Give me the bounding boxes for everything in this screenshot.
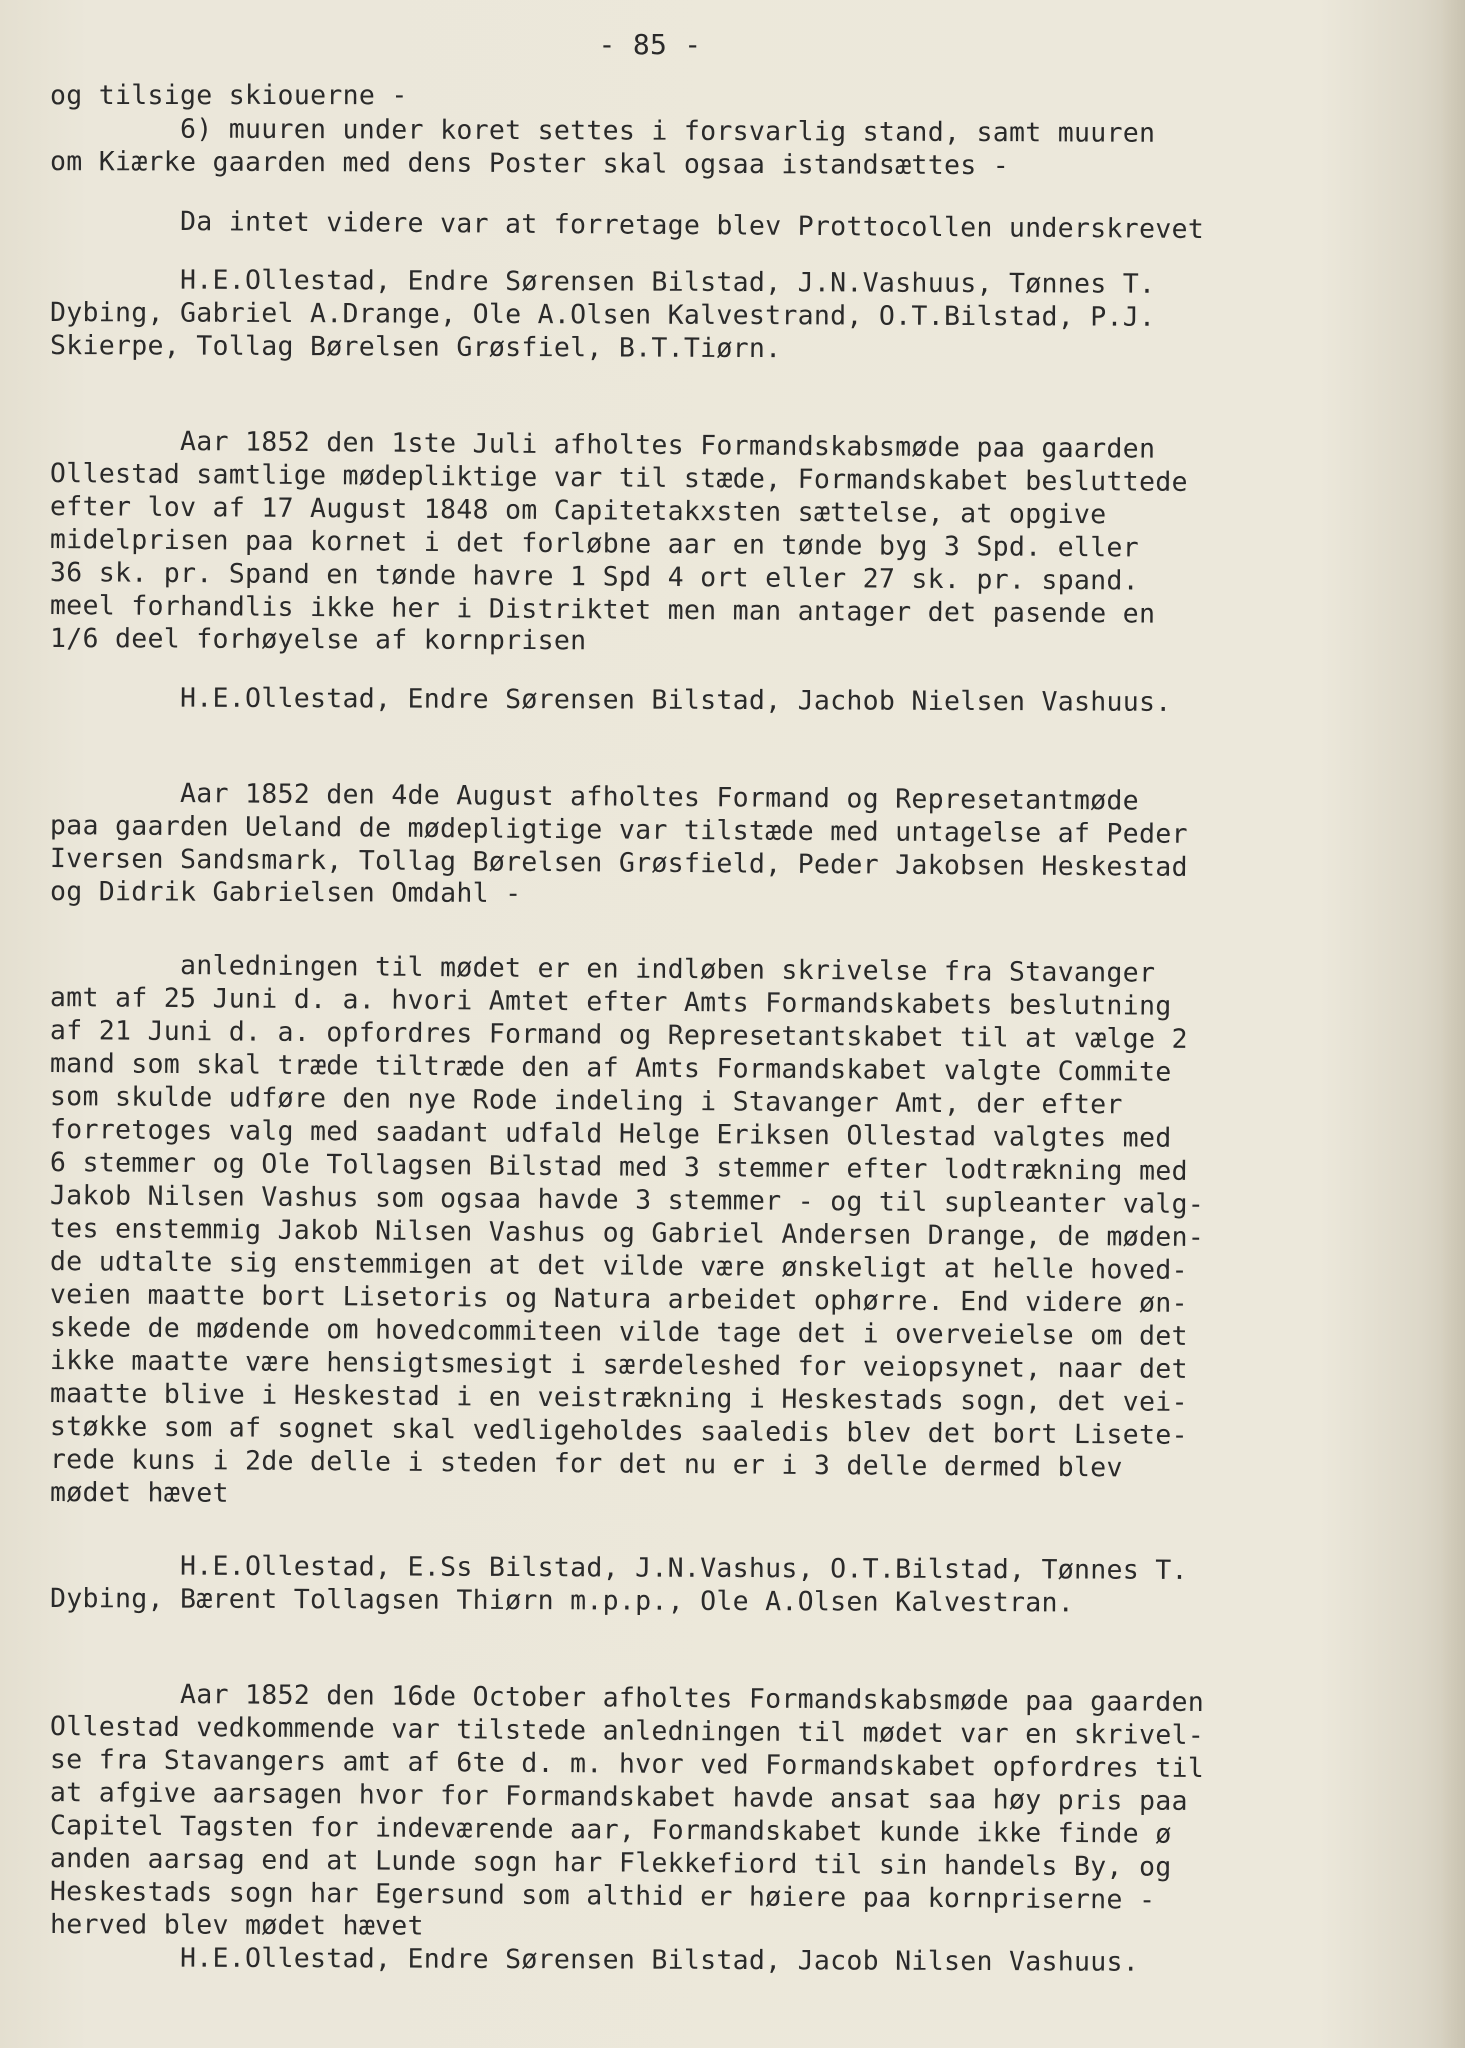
text-line: amt af 25 Juni d. a. hvori Amtet efter Amts Formandskabets beslutning xyxy=(49,982,1172,1022)
signature-block-3 xyxy=(49,1549,1430,1619)
signature-block-2 xyxy=(49,681,1430,718)
text-line: de udtalte sig enstemmigen at det vilde være ønskeligt at helle hoved- xyxy=(49,1246,1188,1286)
text-line: Skierpe, Tollag Børelsen Grøsfiel, B.T.Tiørn. xyxy=(49,330,782,365)
text-line: og tilsige skiouerne - xyxy=(50,80,408,111)
text-line: at afgive aarsagen hvor for Formandskabet havde ansat saa høy pris paa xyxy=(49,1777,1188,1817)
text-line: efter lov af 17 August 1848 om Capitetakxsten sættelse, at opgive xyxy=(49,491,1107,531)
text-line: midelprisen paa kornet i det forløbne aar en tønde byg 3 Spd. eller xyxy=(49,524,1140,564)
text-line: anledningen til mødet er en indløben skrivelse fra Stavanger xyxy=(49,949,1156,989)
text-line: veien maatte bort Lisetoris og Natura arbeidet ophørre. End videre øn- xyxy=(49,1279,1188,1319)
page-number: - 85 - xyxy=(598,28,702,61)
text-line: 36 sk. pr. Spand en tønde havre 1 Spd 4 ort eller 27 sk. pr. spand. xyxy=(49,557,1140,597)
text-line: H.E.Ollestad, Endre Sørensen Bilstad, Jacob Nilsen Vashuus. xyxy=(49,1942,1140,1978)
paragraph-closing-protocol xyxy=(49,204,1430,246)
page-edge xyxy=(1443,0,1465,2048)
text-line: om Kiærke gaarden med dens Poster skal ogsaa istandsættes - xyxy=(49,146,1010,182)
text-line: 1/6 deel forhøyelse af kornprisen xyxy=(49,623,587,657)
paragraph-church-wall xyxy=(49,79,1430,182)
text-line: 6) muuren under koret settes i forsvarlig stand, samt muuren xyxy=(49,113,1156,149)
text-line: herved blev mødet hævet xyxy=(49,1909,424,1942)
text-line: Ollestad samtlige mødepliktige var til stæde, Formandskabet besluttede xyxy=(49,458,1188,498)
text-line: meel forhandlis ikke her i Distriktet men man antager det pasende en xyxy=(49,590,1156,630)
text-line: Heskestads sogn har Egersund som althid er høiere paa kornpriserne - xyxy=(49,1876,1156,1916)
paragraph-rode-division xyxy=(50,948,1430,1509)
text-line: H.E.Ollestad, E.Ss Bilstad, J.N.Vashus, O.T.Bilstad, Tønnes T. xyxy=(49,1550,1188,1586)
text-line: anden aarsag end at Lunde sogn har Flekkefiord til sin handels By, og xyxy=(49,1843,1172,1883)
text-line: tes enstemmig Jakob Nilsen Vashus og Gabriel Andersen Drange, de møden- xyxy=(49,1213,1205,1254)
typed-document xyxy=(49,28,1430,1978)
text-line: forretoges valg med saadant udfald Helge Eriksen Ollestad valgtes med xyxy=(49,1114,1172,1154)
text-line: Iversen Sandsmark, Tollag Børelsen Grøsfield, Peder Jakobsen Heskestad xyxy=(49,843,1188,883)
paragraph-meeting-1-july xyxy=(50,424,1430,655)
text-line: Aar 1852 den 1ste Juli afholtes Formandskabsmøde paa gaarden xyxy=(49,425,1156,465)
paragraph-meeting-16-october xyxy=(49,1677,1430,1978)
text-line: skede de mødende om hovedcommiteen vilde tage det i overveielse om det xyxy=(49,1312,1188,1352)
text-line: Ollestad vedkommende var tilstede anledningen til mødet var en skrivel- xyxy=(49,1711,1205,1752)
text-line: 6 stemmer og Ole Tollagsen Bilstad med 3 stemmer efter lodtrækning med xyxy=(49,1147,1188,1187)
text-line: H.E.Ollestad, Endre Sørensen Bilstad, Jachob Nielsen Vashuus. xyxy=(49,682,1172,718)
text-line: maatte blive i Heskestad i en veistrækning i Heskestads sogn, det vei- xyxy=(49,1378,1188,1418)
text-line: støkke som af sognet skal vedligeholdes saaledis blev det bort Lisete- xyxy=(49,1411,1188,1451)
text-line: Jakob Nilsen Vashus som ogsaa havde 3 stemmer - og til supleanter valg- xyxy=(49,1180,1205,1221)
text-line: se fra Stavangers amt af 6te d. m. hvor ved Formandskabet opfordres til xyxy=(49,1744,1205,1785)
text-line: Aar 1852 den 16de October afholtes Formandskabsmøde paa gaarden xyxy=(49,1678,1205,1719)
text-line: Da intet videre var at forretage blev Prottocollen underskrevet xyxy=(49,205,1205,246)
signature-block-1 xyxy=(49,263,1430,365)
text-line: H.E.Ollestad, Endre Sørensen Bilstad, J.N.Vashuus, Tønnes T. xyxy=(49,264,1156,300)
text-line: paa gaarden Ueland de mødepligtige var tilstæde med untagelse af Peder xyxy=(49,810,1188,850)
text-line: Dybing, Bærent Tollagsen Thiørn m.p.p., Ole A.Olsen Kalvestran. xyxy=(49,1583,1075,1619)
text-line: og Didrik Gabrielsen Omdahl - xyxy=(49,876,522,910)
text-line: Dybing, Gabriel A.Drange, Ole A.Olsen Kalvestrand, O.T.Bilstad, P.J. xyxy=(49,297,1156,333)
text-line: mødet hævet xyxy=(49,1477,229,1509)
text-line: mand som skal træde tiltræde den af Amts Formandskabet valgte Commite xyxy=(49,1048,1172,1088)
text-line: Aar 1852 den 4de August afholtes Formand og Represetantmøde xyxy=(49,777,1140,817)
text-line: af 21 Juni d. a. opfordres Formand og Represetantskabet til at vælge 2 xyxy=(49,1015,1188,1055)
text-line: rede kuns i 2de delle i steden for det nu er i 3 delle dermed blev xyxy=(49,1444,1123,1484)
paragraph-meeting-4-august xyxy=(50,776,1430,908)
text-line: ikke maatte være hensigtsmesigt i særdeleshed for veiopsynet, naar det xyxy=(49,1345,1188,1385)
text-line: som skulde udføre den nye Rode indeling i Stavanger Amt, der efter xyxy=(49,1081,1123,1121)
text-line: Capitel Tagsten for indeværende aar, Formandskabet kunde ikke finde ø xyxy=(49,1810,1172,1850)
